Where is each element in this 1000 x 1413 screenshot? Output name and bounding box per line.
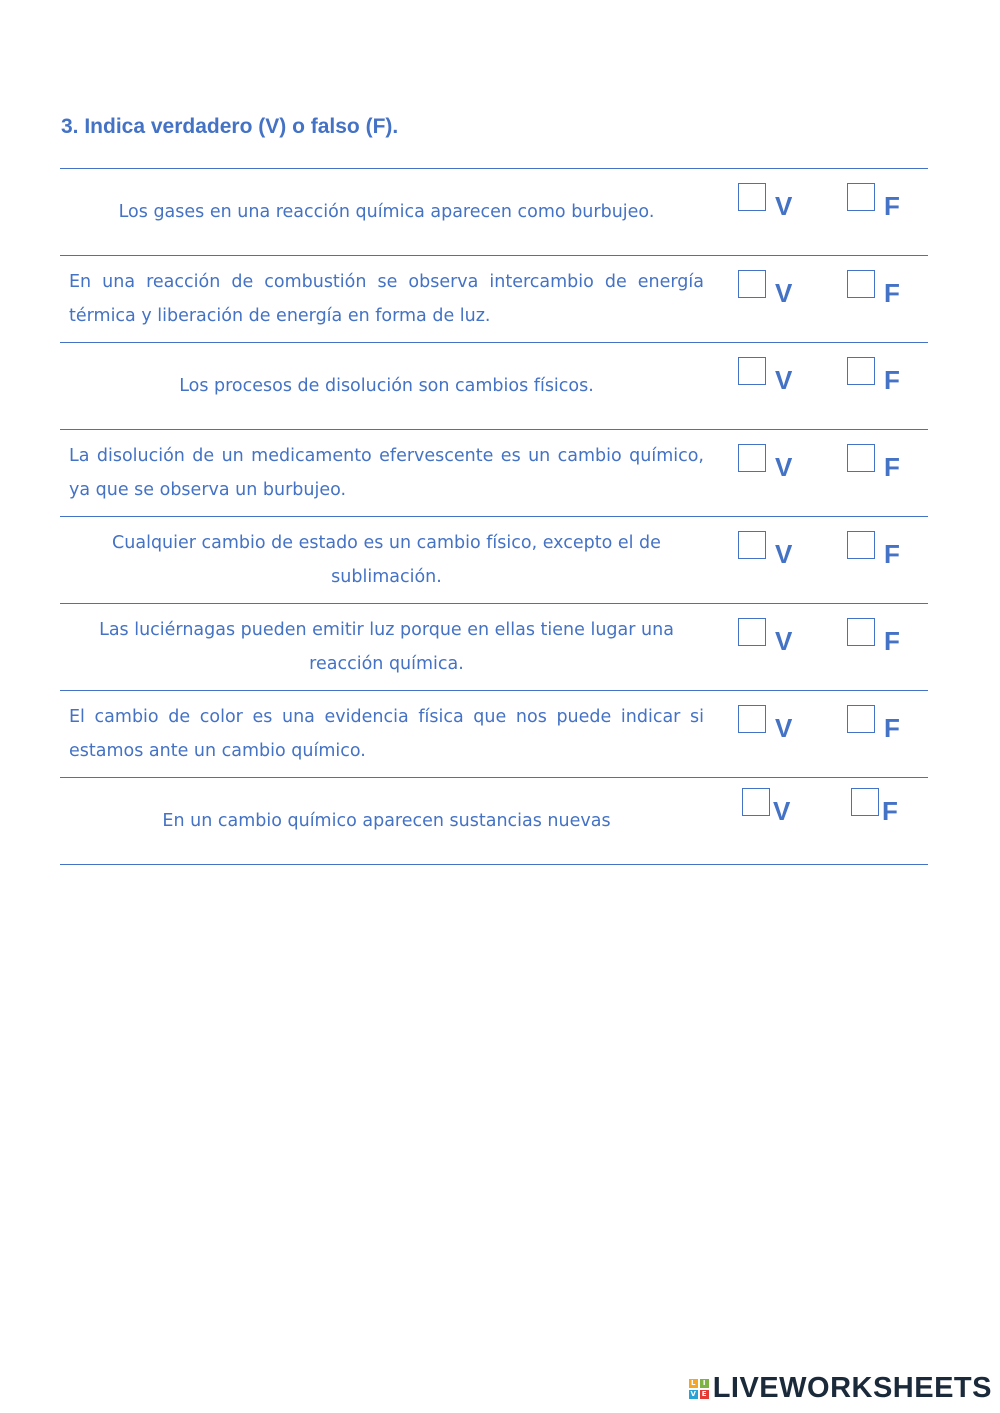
statement-row-2 — [60, 256, 928, 343]
false-label: F — [884, 191, 900, 221]
true-checkbox[interactable] — [738, 444, 766, 472]
false-option[interactable] — [847, 703, 900, 743]
false-option[interactable] — [851, 786, 898, 826]
statement-text: Los gases en una reacción química aparecen como burbujeo. — [118, 202, 655, 222]
true-checkbox[interactable] — [738, 705, 766, 733]
false-checkbox[interactable] — [847, 270, 875, 298]
true-label: V — [775, 713, 793, 743]
true-label: V — [775, 539, 793, 569]
true-option[interactable] — [738, 616, 793, 656]
true-label: V — [775, 191, 793, 221]
true-checkbox[interactable] — [742, 788, 770, 816]
false-label: F — [884, 278, 900, 308]
true-option[interactable] — [738, 181, 793, 221]
true-option[interactable] — [738, 442, 793, 482]
logo-icon: L I V E — [689, 1379, 709, 1399]
false-label: F — [884, 626, 900, 656]
true-option[interactable] — [738, 268, 793, 308]
statement-text: En un cambio químico aparecen sustancias nuevas — [162, 811, 611, 831]
false-checkbox[interactable] — [847, 531, 875, 559]
false-option[interactable] — [847, 616, 900, 656]
true-option[interactable] — [738, 703, 793, 743]
false-checkbox[interactable] — [847, 183, 875, 211]
true-label: V — [775, 626, 793, 656]
statement-text: El cambio de color es una evidencia física que nos puede indicar si estamos ante un cambio químico. — [69, 707, 704, 761]
false-label: F — [882, 796, 898, 826]
true-label: V — [775, 452, 793, 482]
true-checkbox[interactable] — [738, 531, 766, 559]
false-option[interactable] — [847, 355, 900, 395]
statement-text: Cualquier cambio de estado es un cambio físico, excepto el de sublimación. — [112, 533, 661, 587]
statement-row-3 — [60, 343, 928, 430]
statement-text: Los procesos de disolución son cambios físicos. — [179, 376, 594, 396]
question-title: 3. Indica verdadero (V) o falso (F). — [61, 115, 399, 138]
true-label: V — [775, 365, 793, 395]
false-label: F — [884, 713, 900, 743]
statement-row-1 — [60, 169, 928, 256]
true-label: V — [773, 796, 791, 826]
true-option[interactable] — [738, 355, 793, 395]
false-option[interactable] — [847, 529, 900, 569]
statement-row-8 — [60, 778, 928, 865]
statement-row-7 — [60, 691, 928, 778]
false-label: F — [884, 452, 900, 482]
statement-text: En una reacción de combustión se observa intercambio de energía térmica y liberación de energía en forma de luz. — [69, 272, 704, 326]
true-label: V — [775, 278, 793, 308]
false-label: F — [884, 365, 900, 395]
true-option[interactable] — [742, 786, 791, 826]
false-option[interactable] — [847, 442, 900, 482]
true-option[interactable] — [738, 529, 793, 569]
false-checkbox[interactable] — [847, 444, 875, 472]
logo-text: LIVEWORKSHEETS — [712, 1372, 992, 1404]
false-checkbox[interactable] — [847, 357, 875, 385]
true-checkbox[interactable] — [738, 357, 766, 385]
true-false-table — [60, 168, 928, 865]
statement-text: Las luciérnagas pueden emitir luz porque en ellas tiene lugar una reacción química. — [99, 620, 674, 674]
false-option[interactable] — [847, 268, 900, 308]
false-checkbox[interactable] — [847, 618, 875, 646]
false-label: F — [884, 539, 900, 569]
true-checkbox[interactable] — [738, 270, 766, 298]
true-checkbox[interactable] — [738, 183, 766, 211]
false-option[interactable] — [847, 181, 900, 221]
false-checkbox[interactable] — [851, 788, 879, 816]
liveworksheets-logo — [689, 1372, 992, 1405]
false-checkbox[interactable] — [847, 705, 875, 733]
statement-row-6 — [60, 604, 928, 691]
statement-row-4 — [60, 430, 928, 517]
true-checkbox[interactable] — [738, 618, 766, 646]
statement-row-5 — [60, 517, 928, 604]
statement-text: La disolución de un medicamento efervescente es un cambio químico, ya que se observa un burbujeo. — [69, 446, 704, 500]
